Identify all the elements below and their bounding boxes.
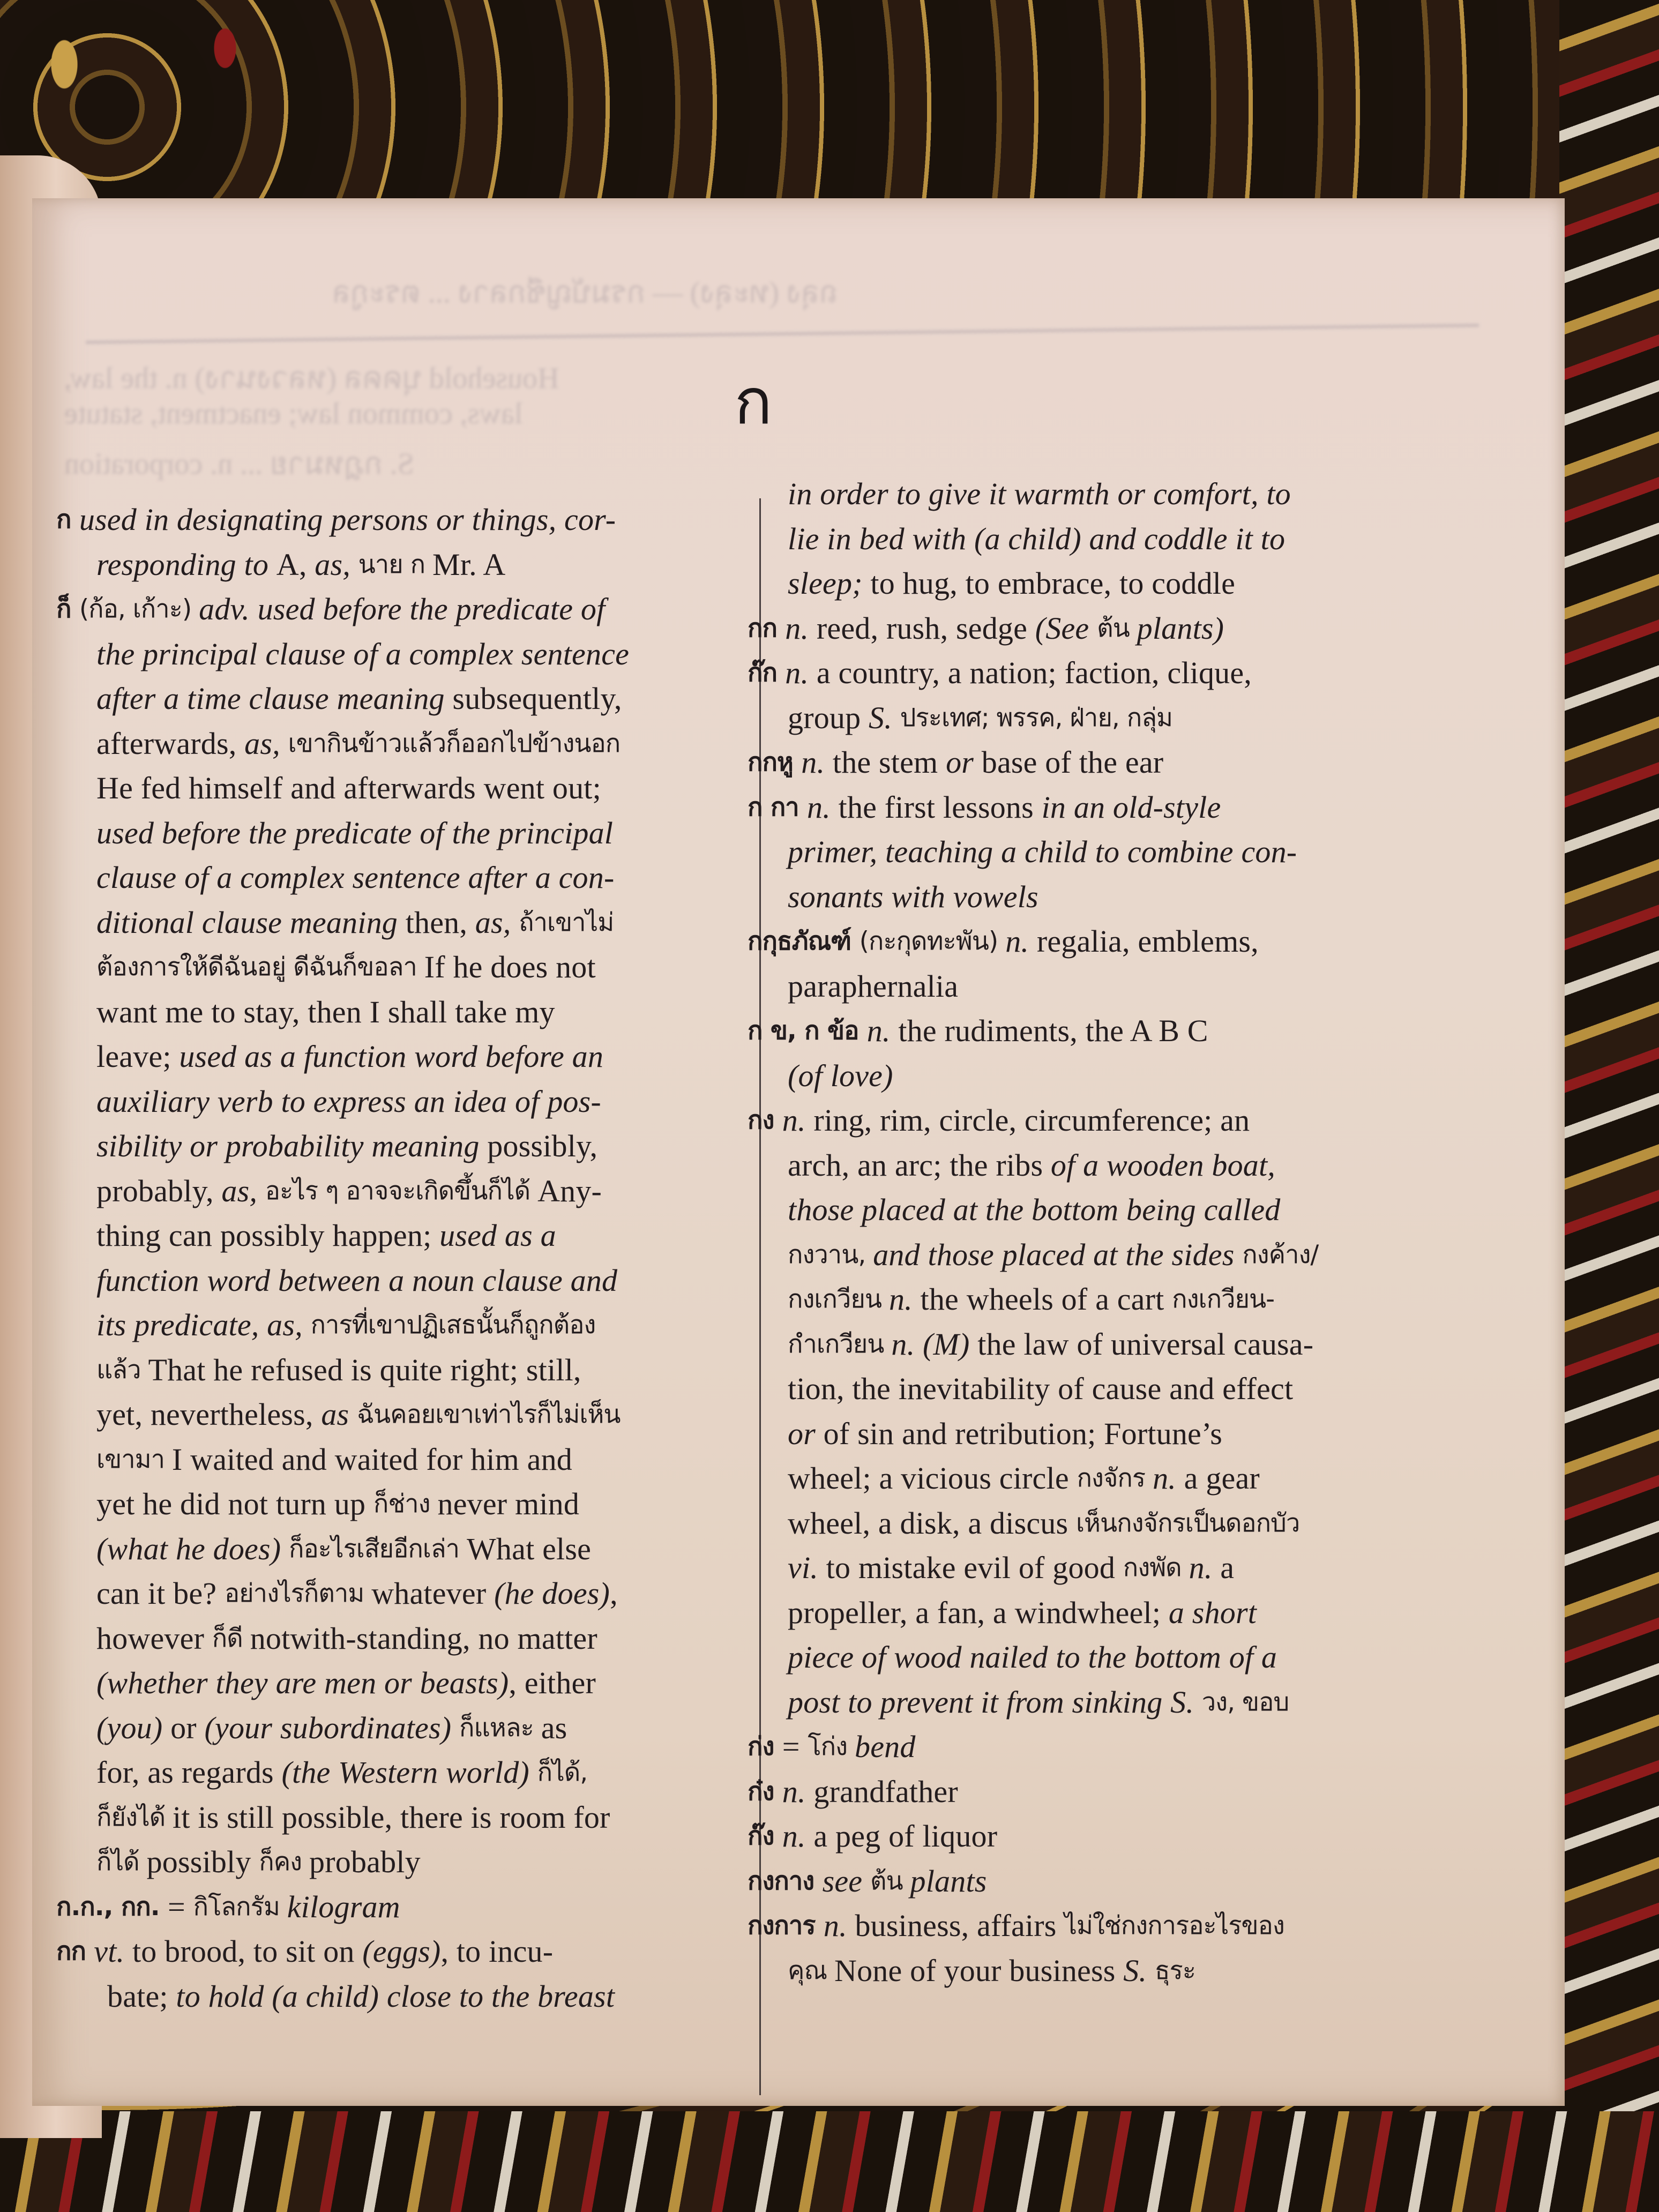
definition-text: the wheels of a cart	[920, 1282, 1172, 1317]
dictionary-line	[56, 766, 721, 811]
dictionary-line	[56, 1303, 721, 1348]
thai-text: ถ้าเขาไม่	[519, 907, 614, 937]
italic-note: to hold (a child) close to the breast	[176, 1978, 615, 2014]
dictionary-line	[56, 1527, 721, 1572]
italic-note: n.	[1005, 924, 1037, 959]
dictionary-entry-start	[748, 1724, 1455, 1769]
dictionary-entry-start	[748, 1903, 1455, 1948]
italic-note: responding to	[96, 547, 276, 582]
dictionary-line	[56, 632, 721, 677]
definition-text: afterwards,	[96, 726, 245, 761]
dictionary-line	[748, 1680, 1455, 1725]
definition-text: wheel; a vicious circle	[788, 1461, 1077, 1496]
right-column-entries	[748, 472, 1455, 1993]
show-through-line: laws, common law; enactment, statute	[64, 397, 523, 430]
definition-text: propeller, a fan, a windwheel;	[788, 1595, 1169, 1630]
definition-text: A,	[276, 547, 315, 582]
definition-text: =	[167, 1889, 193, 1924]
definition-text: the law of universal causa-	[977, 1326, 1314, 1362]
italic-note: n. (M)	[891, 1326, 978, 1362]
definition-text: paraphernalia	[788, 968, 959, 1004]
dictionary-line	[748, 561, 1455, 606]
headword: ก กา	[748, 792, 808, 822]
thai-text: ก็อะไรเสียอีกเล่า	[289, 1534, 467, 1564]
italic-note: n.	[807, 789, 839, 825]
dictionary-entry-start	[748, 1814, 1455, 1859]
dictionary-line	[56, 811, 721, 856]
thai-text: ก็ช่าง	[373, 1489, 438, 1519]
dictionary-line	[56, 1795, 721, 1840]
italic-note: see	[822, 1863, 870, 1899]
dictionary-line	[56, 1034, 721, 1079]
italic-note: n.	[1189, 1550, 1221, 1585]
thai-text: กงค้าง/	[1242, 1239, 1319, 1269]
dictionary-line	[56, 1840, 721, 1885]
definition-text: probably,	[96, 1173, 222, 1208]
definition-text: the first lessons	[838, 789, 1042, 825]
dictionary-line	[56, 1348, 721, 1393]
italic-note: vt.	[94, 1934, 132, 1969]
dictionary-entry-start	[56, 497, 721, 542]
definition-text: a peg of liquor	[813, 1819, 998, 1854]
thai-text: เห็นกงจักรเป็นดอกบัว	[1075, 1508, 1300, 1538]
italic-note: as,	[221, 1173, 265, 1208]
thai-text: ก็แหละ	[459, 1713, 541, 1743]
definition-text: to brood, to sit on	[132, 1934, 363, 1969]
italic-note: piece of wood nailed to the bottom of a	[788, 1640, 1277, 1675]
dictionary-line	[56, 1437, 721, 1482]
dictionary-line	[748, 517, 1455, 562]
italic-note: S.	[1123, 1953, 1155, 1988]
definition-text: That he refused is quite right; still,	[148, 1352, 581, 1387]
italic-note: n.	[866, 1013, 899, 1048]
thai-text: ก็คง	[259, 1847, 310, 1877]
definition-text: to hug, to embrace, to coddle	[870, 566, 1236, 601]
dictionary-entry-start	[748, 1008, 1455, 1053]
definition-text: as	[541, 1710, 567, 1745]
dictionary-line	[56, 1079, 721, 1124]
definition-text: possibly,	[487, 1129, 598, 1163]
italic-note: plants	[910, 1863, 987, 1899]
thai-text: กงเกวียน	[788, 1284, 889, 1314]
dictionary-line	[56, 1974, 721, 2019]
definition-text: Any-	[537, 1173, 602, 1208]
thai-text: กงวาน,	[788, 1239, 873, 1269]
headword: ก็	[56, 594, 79, 624]
dictionary-line	[748, 1545, 1455, 1590]
thai-text: ก็ยังได้	[96, 1802, 173, 1832]
definition-text: group	[788, 700, 869, 735]
italic-note: lie in bed with (a child) and coddle it to	[788, 521, 1286, 556]
definition-text: , either	[509, 1665, 596, 1700]
dictionary-line	[56, 1213, 721, 1258]
definition-text: it is still possible, there is room for	[173, 1799, 610, 1835]
headword: กง	[748, 1105, 782, 1135]
headword: กก	[56, 1937, 94, 1966]
thai-text: อย่างไรก็ตาม	[224, 1579, 372, 1608]
italic-note: (your subordinates)	[204, 1710, 459, 1745]
definition-text: probably	[309, 1844, 421, 1879]
definition-text: a country, a nation; faction, clique,	[816, 655, 1252, 690]
headword: ก๋ง	[748, 1776, 782, 1806]
thai-text: การที่เขาปฏิเสธนั้นก็ถูกต้อง	[310, 1310, 596, 1340]
headword: ก.ก., กก.	[56, 1892, 168, 1922]
definition-text: to mistake evil of good	[826, 1550, 1123, 1585]
headword: ก๊ง	[748, 1821, 782, 1851]
italic-note: n.	[782, 1103, 814, 1138]
thai-text: (ก้อ, เก้าะ)	[79, 594, 199, 624]
italic-note: n.	[785, 610, 817, 646]
dictionary-entry-start	[748, 606, 1455, 651]
thai-text: เขากินข้าวแล้วก็ออกไปข้างนอก	[288, 728, 621, 758]
show-through-header: ถลุง (ทะลุง) — กรมบัญชีกลาง ... ตระกูล	[332, 276, 838, 309]
headword: กงการ	[748, 1911, 824, 1940]
italic-note: (whether they are men or beasts)	[96, 1665, 509, 1700]
dictionary-line	[56, 1392, 721, 1437]
dictionary-entry-start	[748, 1098, 1455, 1143]
italic-note: plants)	[1137, 610, 1224, 646]
definition-text: I waited and waited for him and	[171, 1441, 572, 1477]
italic-note: a short	[1168, 1595, 1257, 1630]
thai-text: คุณ	[788, 1955, 834, 1985]
thai-text: ต้น	[870, 1866, 910, 1896]
italic-note: (of love)	[788, 1058, 893, 1093]
thai-text: โก่ง	[808, 1732, 855, 1761]
fabric-background-bottom	[0, 2111, 1659, 2212]
thai-text: กงพัด	[1123, 1553, 1189, 1582]
dictionary-line	[748, 1366, 1455, 1411]
dictionary-entry-start	[748, 651, 1455, 696]
italic-note: used as a	[439, 1218, 556, 1253]
dictionary-line	[748, 1590, 1455, 1635]
thai-text: ก็ได้,	[537, 1758, 588, 1787]
dictionary-line	[748, 1501, 1455, 1546]
definition-text: a	[1220, 1550, 1235, 1585]
italic-note: as,	[315, 547, 358, 582]
italic-note: as	[321, 1397, 357, 1432]
dictionary-line	[56, 1258, 721, 1303]
dictionary-line	[56, 1124, 721, 1169]
italic-note: the principal clause of a complex sentence	[96, 636, 630, 671]
definition-text: If he does not	[424, 950, 596, 984]
dictionary-line	[56, 1571, 721, 1616]
italic-note: those placed at the bottom being called	[788, 1192, 1281, 1227]
italic-note: ditional clause meaning	[96, 905, 406, 940]
dictionary-entry-start	[748, 1769, 1455, 1814]
definition-text: can it be?	[96, 1576, 225, 1611]
definition-text: a gear	[1184, 1461, 1260, 1496]
italic-note: n.	[823, 1908, 855, 1943]
thai-text: ไม่ใช่กงการอะไรของ	[1064, 1911, 1284, 1940]
italic-note: sonants with vowels	[788, 879, 1038, 914]
italic-note: n.	[801, 745, 833, 780]
italic-note: n.	[782, 1819, 814, 1854]
dictionary-line	[748, 1456, 1455, 1501]
italic-note: in an old-style	[1041, 789, 1221, 825]
definition-text: the stem	[832, 745, 946, 780]
definition-text: leave;	[96, 1039, 180, 1074]
fabric-background-right	[1559, 0, 1659, 2212]
definition-text: for, as regards	[96, 1755, 282, 1790]
headword: กกุธภัณฑ์	[748, 926, 860, 956]
dictionary-line	[56, 945, 721, 990]
dictionary-entry-start	[56, 1929, 721, 1974]
thai-text: ต้น	[1097, 613, 1137, 643]
dictionary-line	[56, 990, 721, 1035]
headword: กก	[748, 613, 786, 643]
definition-text: yet he did not turn up	[96, 1486, 373, 1521]
left-column-entries	[56, 497, 721, 2019]
italic-note: used as a function word before an	[179, 1039, 604, 1074]
definition-text: want me to stay, then I shall take my	[96, 994, 555, 1029]
definition-text: of sin and retribution; Fortune’s	[823, 1416, 1223, 1451]
definition-text: then,	[405, 905, 475, 940]
thai-text: อะไร ๆ อาจจะเกิดขึ้นก็ได้	[265, 1176, 538, 1206]
dictionary-line	[748, 829, 1455, 875]
definition-text: the rudiments, the A B C	[898, 1013, 1208, 1048]
dictionary-line	[748, 1053, 1455, 1098]
italic-note: used before the predicate of the principal	[96, 815, 614, 850]
thai-text: ธุระ	[1154, 1955, 1196, 1985]
dictionary-line	[56, 1482, 721, 1527]
dictionary-line	[748, 696, 1455, 741]
dictionary-line	[748, 1635, 1455, 1680]
definition-text: bate;	[107, 1978, 176, 2014]
definition-text: None of your business	[834, 1953, 1124, 1988]
thai-text: นาย ก	[358, 549, 433, 579]
italic-note: primer, teaching a child to combine con-	[788, 834, 1297, 869]
dictionary-line	[748, 1232, 1455, 1277]
definition-text: however	[96, 1620, 212, 1656]
italic-note: post to prevent it from sinking S.	[788, 1684, 1202, 1720]
thai-text: กงจักร	[1077, 1463, 1153, 1493]
thai-text: (กะกุดทะพัน)	[859, 926, 1006, 956]
definition-text: thing can possibly happen;	[96, 1218, 440, 1253]
headword: ก่ง	[748, 1732, 782, 1761]
italic-note: bend	[855, 1729, 916, 1764]
thai-text: วง, ขอบ	[1201, 1687, 1289, 1717]
show-through-line: S. กฎหมาย ... n. corporation	[64, 447, 414, 481]
italic-note: (See	[1035, 610, 1097, 646]
dictionary-line	[56, 1661, 721, 1706]
italic-note: (the Western world)	[281, 1755, 537, 1790]
thai-text: ประเทศ; พรรค, ฝ่าย, กลุ่ม	[900, 703, 1172, 733]
italic-note: n.	[782, 1774, 814, 1809]
definition-text: regalia, emblems,	[1036, 924, 1259, 959]
italic-note: its predicate, as,	[96, 1307, 311, 1342]
italic-note: (he does)	[494, 1576, 610, 1611]
dictionary-line	[56, 1169, 721, 1214]
italic-note: in order to give it warmth or comfort, to	[788, 476, 1291, 511]
dictionary-line	[748, 472, 1455, 517]
headword: ก	[56, 505, 79, 534]
definition-text: Mr. A	[432, 547, 506, 582]
dictionary-line	[56, 1706, 721, 1751]
italic-note: or	[788, 1416, 824, 1451]
thai-text: แล้ว	[96, 1355, 148, 1385]
italic-note: (what he does)	[96, 1531, 289, 1566]
italic-note: auxiliary verb to express an idea of pos-	[96, 1083, 601, 1119]
headword: กกหู	[748, 748, 802, 777]
definition-text: tion, the inevitability of cause and effect	[788, 1371, 1294, 1406]
thai-text: ก็ดี	[212, 1623, 250, 1653]
definition-text: yet, nevertheless,	[96, 1397, 322, 1432]
italic-note: used in designating persons or things, cor-	[79, 502, 616, 537]
italic-note: adv. used before the predicate of	[199, 592, 606, 626]
dictionary-entry-start	[748, 919, 1455, 964]
definition-text: subsequently,	[452, 681, 622, 716]
italic-note: as,	[475, 905, 519, 940]
dictionary-line	[56, 855, 721, 900]
dictionary-line	[748, 964, 1455, 1009]
italic-note: n.	[1153, 1461, 1184, 1496]
italic-note: of a wooden boat,	[1050, 1147, 1275, 1183]
dictionary-line	[56, 900, 721, 945]
italic-note: sibility or probability meaning	[96, 1129, 488, 1163]
definition-text: base of the ear	[981, 745, 1164, 780]
dictionary-line	[748, 1143, 1455, 1188]
dictionary-line	[748, 1322, 1455, 1367]
definition-text: arch, an arc; the ribs	[788, 1147, 1051, 1183]
dictionary-line	[748, 1187, 1455, 1232]
italic-note: function word between a noun clause and	[96, 1262, 618, 1298]
thai-text: ฉันคอยเขาเท่าไรก็ไม่เห็น	[357, 1400, 621, 1429]
definition-text: , to incu-	[440, 1934, 554, 1969]
definition-text: ,	[610, 1576, 618, 1611]
italic-note: and those placed at the sides	[873, 1237, 1243, 1272]
dictionary-entry-start	[56, 587, 721, 632]
definition-text: notwith-standing, no matter	[250, 1620, 597, 1656]
definition-text: =	[782, 1729, 808, 1764]
dictionary-entry-start	[748, 785, 1455, 830]
dictionary-entry-start	[56, 1885, 721, 1930]
thai-text: กำเกวียน	[788, 1329, 892, 1359]
dictionary-line	[748, 1411, 1455, 1456]
italic-note: (you)	[96, 1710, 171, 1745]
thai-text: ก็ได้	[96, 1847, 147, 1877]
italic-note: kilogram	[287, 1889, 400, 1924]
dictionary-entry-start	[748, 1859, 1455, 1904]
italic-note: clause of a complex sentence after a con-	[96, 860, 615, 895]
definition-text: He fed himself and afterwards went out;	[96, 771, 601, 805]
italic-note: n.	[888, 1282, 921, 1317]
definition-text: never mind	[437, 1486, 580, 1521]
dictionary-line	[56, 721, 721, 766]
dictionary-line	[748, 875, 1455, 920]
definition-text: whatever	[371, 1576, 495, 1611]
italic-note: S.	[869, 700, 900, 735]
italic-note: after a time clause meaning	[96, 681, 453, 716]
section-letter-heading: ก	[734, 364, 773, 438]
thai-text: กงเกวียน-	[1172, 1284, 1275, 1314]
headword: ก ข, ก ข้อ	[748, 1016, 867, 1045]
definition-text: possibly	[146, 1844, 259, 1879]
italic-note: or	[946, 745, 982, 780]
dictionary-line	[748, 1948, 1455, 1993]
italic-note: n.	[785, 655, 817, 690]
definition-text: reed, rush, sedge	[816, 610, 1035, 646]
dictionary-entry-start	[748, 740, 1455, 785]
dictionary-line	[56, 1750, 721, 1795]
thai-text: กิโลกรัม	[193, 1892, 287, 1922]
thai-text: ต้องการให้ดีฉันอยู่ ดีฉันก็ขอลา	[96, 952, 424, 982]
italic-note: as,	[244, 726, 288, 761]
show-through-line: Household บุคคล (หลวงนาง) n. the law,	[64, 362, 559, 395]
dictionary-line	[56, 542, 721, 587]
thai-text: เขามา	[96, 1444, 172, 1474]
headword: ก๊ก	[748, 658, 786, 687]
dictionary-line	[748, 1277, 1455, 1322]
italic-note: sleep;	[788, 566, 871, 601]
dictionary-line	[56, 1616, 721, 1661]
italic-note: (eggs)	[362, 1934, 441, 1969]
definition-text: What else	[466, 1531, 592, 1566]
headword: กงกาง	[748, 1866, 823, 1896]
dictionary-line	[56, 676, 721, 721]
definition-text: grandfather	[813, 1774, 958, 1809]
definition-text: or	[170, 1710, 205, 1745]
italic-note: vi.	[788, 1550, 826, 1585]
show-through-rule	[86, 324, 1479, 344]
definition-text: wheel, a disk, a discus	[788, 1505, 1076, 1541]
definition-text: ring, rim, circle, circumference; an	[813, 1103, 1250, 1138]
definition-text: business, affairs	[855, 1908, 1065, 1943]
